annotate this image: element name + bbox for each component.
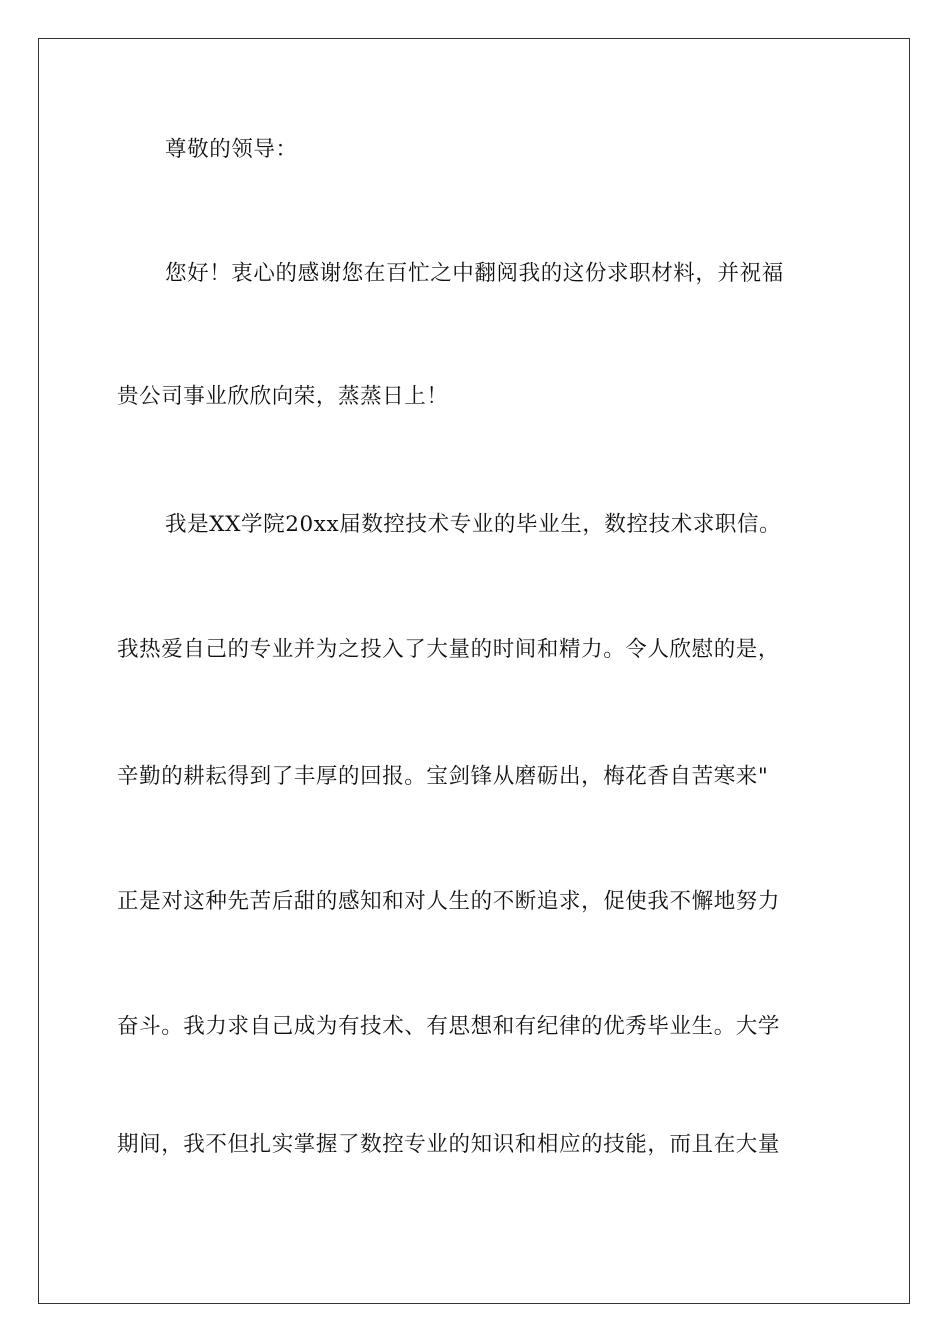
body-line: 奋斗。我力求自己成为有技术、有思想和有纪律的优秀毕业生。大学 <box>117 1014 781 1039</box>
body-line: 辛勤的耕耘得到了丰厚的回报。宝剑锋从磨砺出，梅花香自苦寒来" <box>117 764 769 789</box>
page-frame <box>38 38 910 1304</box>
body-line: 正是对这种先苦后甜的感知和对人生的不断追求，促使我不懈地努力 <box>117 889 781 914</box>
body-line: 期间，我不但扎实掌握了数控专业的知识和相应的技能，而且在大量 <box>117 1132 781 1157</box>
body-line: 您好！衷心的感谢您在百忙之中翻阅我的这份求职材料，并祝福 <box>165 261 784 286</box>
body-line: 我热爱自己的专业并为之投入了大量的时间和精力。令人欣慰的是， <box>117 637 781 662</box>
body-line: 贵公司事业欣欣向荣，蒸蒸日上！ <box>117 384 449 409</box>
salutation-line: 尊敬的领导： <box>165 137 298 162</box>
body-line: 我是XX学院20xx届数控技术专业的毕业生，数控技术求职信。 <box>165 512 782 537</box>
